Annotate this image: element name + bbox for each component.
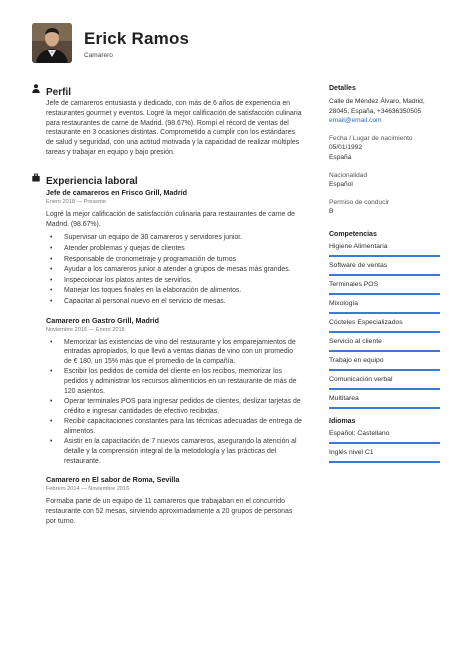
languages-title: Idiomas <box>329 417 356 425</box>
skill-item <box>329 356 442 371</box>
skill-level-bar <box>329 407 440 409</box>
candidate-name: Erick Ramos <box>84 29 190 48</box>
skill-level-bar <box>329 369 440 371</box>
person-icon <box>32 84 40 93</box>
main-column <box>32 82 302 531</box>
skill-level-bar <box>329 274 440 276</box>
skill-item <box>329 280 442 295</box>
profile-title: Perfil <box>46 87 72 98</box>
language-level-bar <box>329 461 440 463</box>
skill-name: Multitarea <box>329 394 359 402</box>
job-bullets <box>46 233 302 306</box>
details-section <box>329 84 442 217</box>
list-item: • Responsable de cronometraje y programación de turnos <box>46 255 302 265</box>
license-label: Permiso de conducir <box>329 198 390 206</box>
skills-section <box>329 230 442 409</box>
skill-name: Comunicación verbal <box>329 375 393 383</box>
nationality-label: Nacionalidad <box>329 171 368 179</box>
skill-level-bar <box>329 293 440 295</box>
skill-item <box>329 318 442 333</box>
experience-heading <box>32 171 302 187</box>
skill-item <box>329 242 442 257</box>
license-value: B <box>329 208 334 216</box>
job-title: Camarero en Gastro Grill, Madrid <box>46 315 160 325</box>
profile-heading <box>32 82 302 98</box>
job-dates: Enero 2018 — Presente <box>46 198 107 205</box>
skill-name: Higiene Alimentaria <box>329 242 388 250</box>
job-entry <box>32 316 302 467</box>
job-description: Logré la mejor calificación de satisfacción culinaria para restaurantes de carne de Madrid. (98.67%). <box>46 210 295 228</box>
address-phone-line: 28045, España, +34636350505 <box>329 107 422 115</box>
language-item <box>329 429 442 444</box>
job-bullets <box>46 338 302 467</box>
list-item: • Atender problemas y quejas de clientes <box>46 244 302 254</box>
skill-item <box>329 337 442 352</box>
job-description: Formaba parte de un equipo de 11 camareros que trabajaban en el concurrido restaurante con 52 mesas, sirviendo aproximadamente a 20 grupos de personas por turno. <box>46 498 293 525</box>
list-item: • Escribir los pedidos de comida del cliente en los recibos, memorizar los pedidos y administrar los recursos alimenticios en un restaurante de más de 120 asientos. <box>46 367 302 396</box>
birth-date: 05/01/1992 <box>329 144 363 152</box>
portrait-photo <box>32 23 72 63</box>
job-entry <box>32 188 302 307</box>
list-item: • Manejar los toques finales en la elaboración de alimentos. <box>46 286 302 296</box>
experience-title: Experiencia laboral <box>46 175 138 187</box>
list-item: • Memorizar las existencias de vino del restaurante y los emparejamientos de entradas apropiados, lo que llevó a ventas diarias de vino con un promedio de € 180, un 15% más que el promedio de la compañía. <box>46 338 302 367</box>
language-name: Inglés nivel C1 <box>329 448 374 456</box>
skill-level-bar <box>329 388 440 390</box>
list-item: • Recibir capacitaciones constantes para las técnicas adecuadas de entrega de alimentos. <box>46 417 302 436</box>
experience-section <box>32 171 302 527</box>
skills-title: Competencias <box>329 230 377 238</box>
languages-section <box>329 417 442 463</box>
details-title: Detalles <box>329 85 356 92</box>
address-line: Calle de Méndez Álvaro, Madrid, <box>329 98 425 105</box>
skill-item <box>329 261 442 276</box>
skill-level-bar <box>329 331 440 333</box>
job-title: Camarero en El sabor de Roma, Sevilla <box>46 475 180 485</box>
avatar <box>32 23 72 63</box>
profile-section <box>32 82 302 158</box>
skill-name: Terminales POS <box>329 280 379 288</box>
candidate-role: Camarero <box>84 52 113 59</box>
job-title: Jefe de camareros en Frisco Grill, Madrid <box>46 187 188 197</box>
skill-name: Mixología <box>329 299 359 307</box>
skill-item <box>329 299 442 314</box>
resume-header <box>32 23 452 65</box>
birth-place: España <box>329 153 352 161</box>
nationality-value: Español <box>329 181 353 189</box>
birth-label: Fecha / Lugar de nacimiento <box>329 134 413 142</box>
skill-name: Cócteles Especializados <box>329 318 403 326</box>
list-item: • Inspeccionar los platos antes de servirlos. <box>46 276 302 286</box>
list-item: • Supervisar un equipo de 30 camareros y servidores junior. <box>46 233 302 243</box>
profile-text: Jefe de camareros entusiasta y dedicado, con más de 6 años de experiencia en restaurantes gourmet y eventos. Logré la mejor calificación de satisfacción culinaria para restaurantes de carne de Madrid. (98.67%). Rompí el récord de ventas del restaurante en 3 ocasiones distintas. Comprometido a cumplir con los estándares de salud y seguridad, con una actitud motivada y la capacidad de realizar múltiples tareas y trabajar en equipo y bajo presión. <box>46 100 302 156</box>
email-link[interactable]: email@email.com <box>329 117 382 125</box>
language-level-bar <box>329 442 440 444</box>
job-dates: Febrero 2014 — Noviembre 2016 <box>46 486 130 493</box>
list-item: • Asistir en la capacitación de 7 nuevos camareros, asegurando la atención al detalle y la comprensión integral de la metodología y las prácticas del restaurante. <box>46 437 302 466</box>
skill-name: Software de ventas <box>329 261 388 269</box>
language-item <box>329 448 442 463</box>
sidebar-column <box>329 84 442 467</box>
skill-item <box>329 394 442 409</box>
language-name: Español; Castellano <box>329 429 390 437</box>
job-dates: Noviembre 2016 — Enero 2018 <box>46 326 125 333</box>
skill-name: Trabajo en equipo <box>329 356 384 364</box>
skill-level-bar <box>329 255 440 257</box>
briefcase-icon <box>32 173 40 182</box>
job-entry <box>32 475 302 526</box>
skill-level-bar <box>329 312 440 314</box>
skill-item <box>329 375 442 390</box>
list-item: • Ayudar a los camareros junior a atender a grupos de mesas más grandes. <box>46 265 302 275</box>
list-item: • Operar terminales POS para ingresar pedidos de clientes, deslizar tarjetas de crédito e ingresar cantidades de efectivo recibidas. <box>46 397 302 416</box>
list-item: • Capacitar al personal nuevo en el servicio de mesas. <box>46 297 302 307</box>
skill-level-bar <box>329 350 440 352</box>
skill-name: Servicio al cliente <box>329 337 382 345</box>
